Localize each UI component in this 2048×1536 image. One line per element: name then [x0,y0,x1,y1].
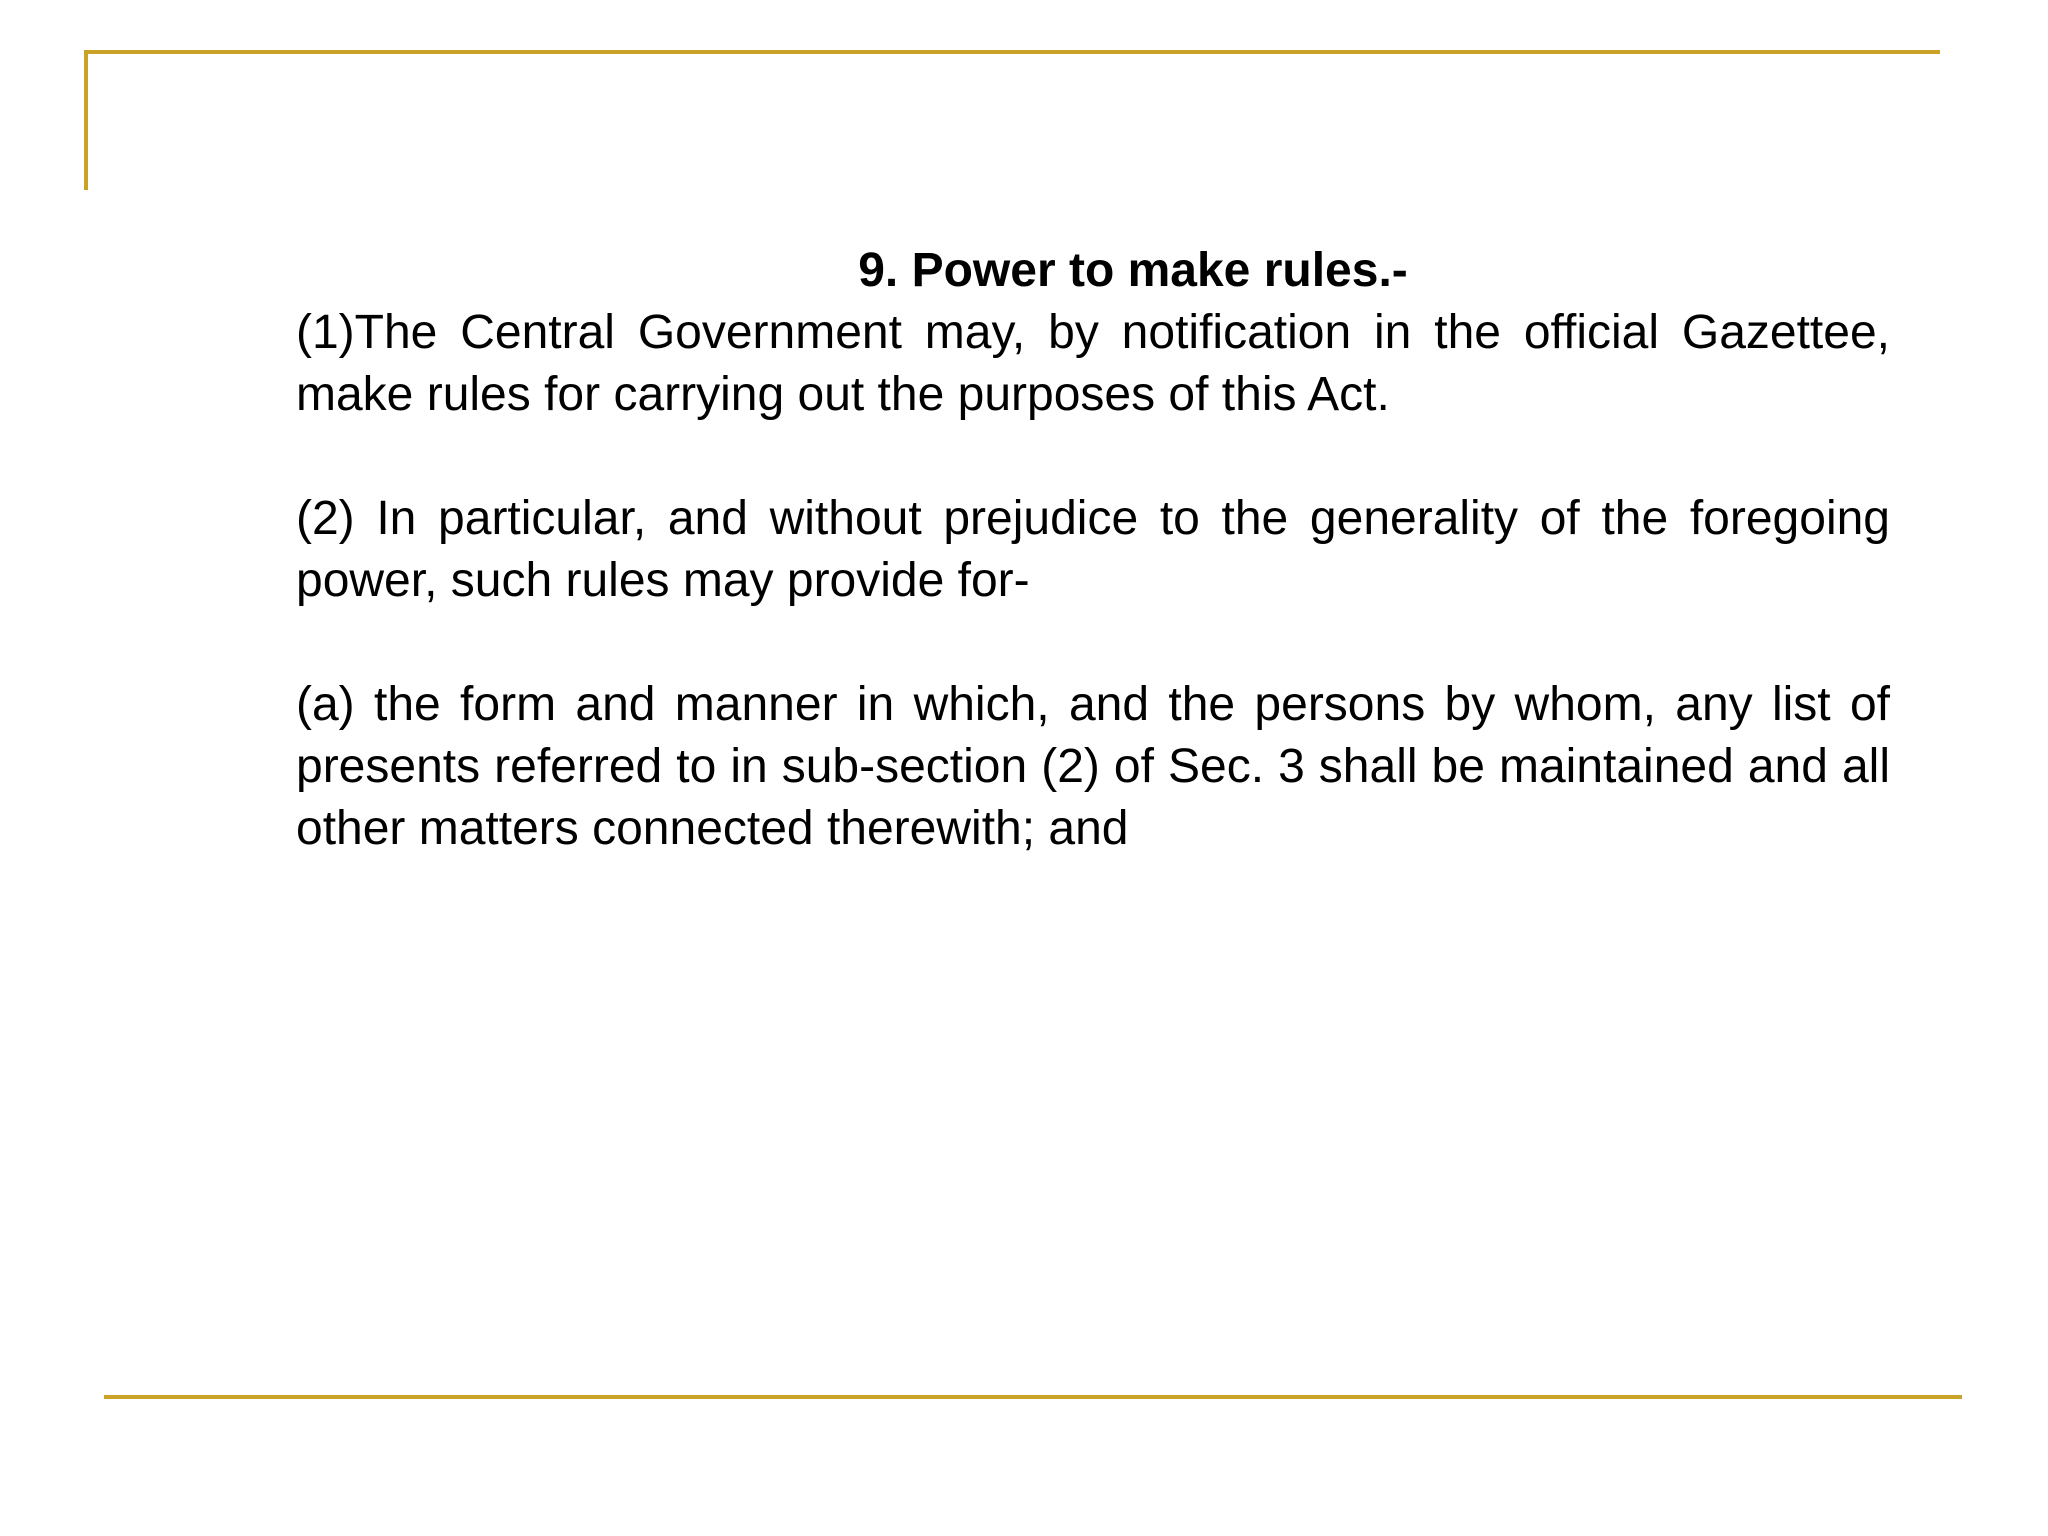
top-frame-line [84,50,1940,54]
bottom-frame-line [104,1395,1962,1399]
paragraph-2: (2) In particular, and without prejudice to the generality of the foregoing power, such rules may provide for- [296,492,1890,607]
left-frame-line [84,50,88,190]
slide-content [296,240,1890,860]
paragraph-1: (1)The Central Government may, by notification in the official Gazettee, make rules for carrying out the purposes of this Act. [296,306,1890,421]
paragraph-3: (a) the form and manner in which, and the persons by whom, any list of presents referred to in sub-section (2) of Sec. 3 shall be maintained and all other matters connected therewith; and [296,678,1890,855]
section-heading: 9. Power to make rules.- [858,244,1408,297]
